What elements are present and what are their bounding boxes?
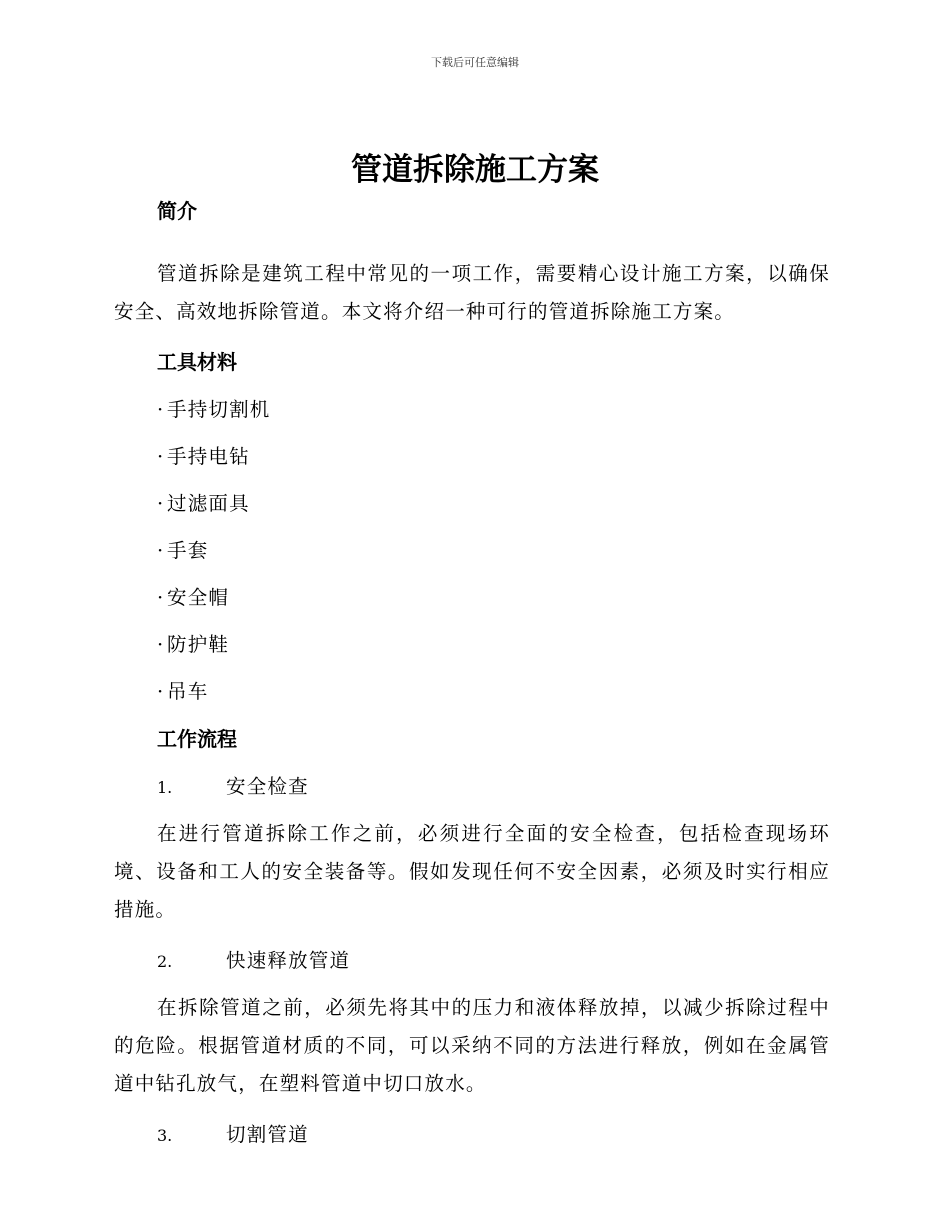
step-paragraph: 在拆除管道之前，必须先将其中的压力和液体释放掉，以减少拆除过程中的危险。根据管道材质的不同，可以采纳不同的方法进行释放，例如在金属管道中钻孔放气，在塑料管道中切口放水。 (114, 996, 830, 1095)
bullet: · (157, 680, 165, 703)
bullet: · (157, 586, 165, 609)
tool-label: 手持电钻 (167, 445, 250, 468)
header-note: 下载后可任意编辑 (431, 56, 519, 69)
step-heading (114, 763, 830, 811)
tool-label: 防护鞋 (167, 633, 230, 656)
tool-label: 吊车 (167, 680, 209, 703)
tool-label: 安全帽 (167, 586, 230, 609)
tool-label: 手套 (167, 539, 209, 562)
step-title: 切割管道 (226, 1123, 309, 1146)
list-item (114, 527, 830, 574)
list-item (114, 433, 830, 480)
list-item (114, 668, 830, 715)
bullet: · (157, 445, 165, 468)
bullet: · (157, 539, 165, 562)
step-title: 安全检查 (226, 775, 309, 798)
step-title: 快速释放管道 (226, 949, 351, 972)
tools-list (114, 386, 830, 715)
tool-label: 手持切割机 (167, 398, 271, 421)
step-number: 1. (157, 778, 173, 797)
step-heading (114, 937, 830, 985)
intro-heading: 简介 (157, 199, 197, 223)
intro-paragraph: 管道拆除是建筑工程中常见的一项工作，需要精心设计施工方案，以确保安全、高效地拆除管道。本文将介绍一种可行的管道拆除施工方案。 (114, 262, 830, 323)
list-item (114, 574, 830, 621)
step-paragraph: 在进行管道拆除工作之前，必须进行全面的安全检查，包括检查现场环境、设备和工人的安全装备等。假如发现任何不安全因素，必须及时实行相应措施。 (114, 822, 830, 921)
list-item (114, 480, 830, 527)
list-item (114, 386, 830, 433)
list-item (114, 621, 830, 668)
bullet: · (157, 492, 165, 515)
workflow-heading: 工作流程 (157, 727, 237, 751)
document-body (114, 195, 830, 1159)
tools-heading: 工具材料 (157, 350, 237, 374)
step-number: 2. (157, 952, 173, 971)
step-heading (114, 1111, 830, 1159)
step-number: 3. (157, 1126, 173, 1145)
page-title: 管道拆除施工方案 (351, 152, 599, 188)
bullet: · (157, 633, 165, 656)
tool-label: 过滤面具 (167, 492, 250, 515)
bullet: · (157, 398, 165, 421)
